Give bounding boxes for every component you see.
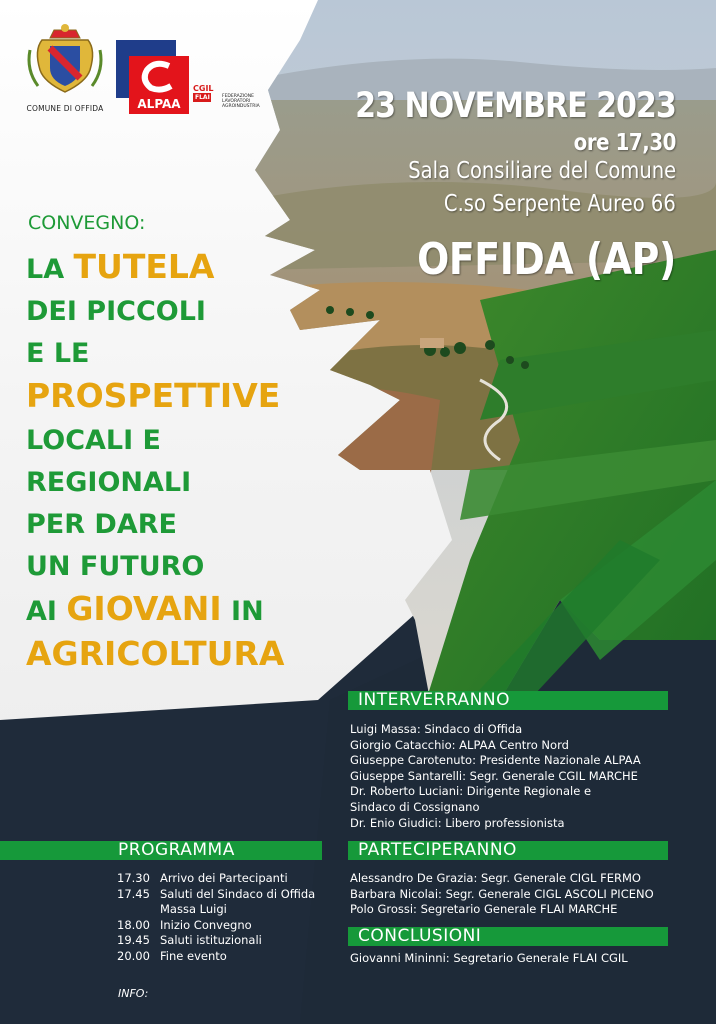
schedule-time: 19.45 xyxy=(117,933,150,948)
alpaa-text: ALPAA xyxy=(137,97,181,111)
parteciperanno-heading xyxy=(348,841,668,860)
title-line9-c: IN xyxy=(221,596,264,627)
list-item: Giuseppe Santarelli: Segr. Generale CGIL MARCHE xyxy=(350,768,638,783)
title-highlight-prospettive: PROSPETTIVE xyxy=(26,376,281,415)
title-line7: PER DARE xyxy=(26,509,177,540)
event-address: C.so Serpente Aureo 66 xyxy=(444,191,676,217)
list-item: Dr. Roberto Luciani: Dirigente Regionale e xyxy=(350,784,592,799)
list-item: Dr. Enio Giudici: Libero professionista xyxy=(350,815,565,830)
alpaa-mark-icon xyxy=(139,60,177,94)
event-venue: Sala Consiliare del Comune xyxy=(408,158,676,184)
schedule-row xyxy=(117,933,315,949)
convegno-label: CONVEGNO: xyxy=(28,212,146,234)
conference-title xyxy=(26,246,284,678)
event-time: ore 17,30 xyxy=(573,130,676,156)
title-highlight-giovani: GIOVANI xyxy=(66,589,222,628)
list-item: Luigi Massa: Sindaco di Offida xyxy=(350,722,523,736)
list-item: Alessandro De Grazia: Segr. Generale CIGL FERMO xyxy=(350,871,641,885)
cgil-text: CGIL xyxy=(193,84,214,93)
parteciperanno-list xyxy=(350,871,680,918)
parteciperanno-heading-text: PARTECIPERANNO xyxy=(358,840,517,860)
list-item: Polo Grossi: Segretario Generale FLAI MARCHE xyxy=(350,902,618,917)
title-line8: UN FUTURO xyxy=(26,551,205,582)
programma-heading xyxy=(0,841,322,860)
flai-text: FLAI xyxy=(195,94,210,101)
list-item: Giovanni Mininni: Segretario Generale FLAI CGIL xyxy=(350,951,628,965)
conclusioni-heading xyxy=(348,927,668,946)
schedule-text: Massa Luigi xyxy=(160,902,227,917)
list-item: Sindaco di Cossignano xyxy=(350,799,480,814)
schedule-text: Arrivo dei Partecipanti xyxy=(160,871,288,885)
list-item: Giuseppe Carotenuto: Presidente Nazionale ALPAA xyxy=(350,753,641,768)
interverranno-heading-text: INTERVERRANNO xyxy=(358,690,510,710)
schedule-time: 17.45 xyxy=(117,886,150,901)
schedule-time: 17.30 xyxy=(117,871,150,885)
conclusioni-list xyxy=(350,951,680,967)
schedule-time: 18.00 xyxy=(117,917,150,932)
schedule-text: Fine evento xyxy=(160,948,227,963)
comune-crest-icon xyxy=(24,20,106,98)
schedule-row xyxy=(117,949,315,965)
interverranno-list xyxy=(350,722,680,831)
schedule-row xyxy=(117,871,315,887)
event-date: 23 NOVEMBRE 2023 xyxy=(355,86,676,126)
flai-subtitle: FEDERAZIONE LAVORATORI AGROINDUSTRIA xyxy=(222,94,260,109)
programma-heading-text: PROGRAMMA xyxy=(118,840,235,860)
programma-schedule xyxy=(117,871,315,965)
conclusioni-heading-text: CONCLUSIONI xyxy=(358,926,482,946)
title-line6: REGIONALI xyxy=(26,467,192,498)
info-label: INFO: xyxy=(118,987,149,1000)
comune-caption: COMUNE DI OFFIDA xyxy=(26,104,104,113)
title-line3: E LE xyxy=(26,338,90,369)
schedule-text: Saluti del Sindaco di Offida xyxy=(160,886,316,901)
list-item: Giorgio Catacchio: ALPAA Centro Nord xyxy=(350,737,569,752)
schedule-text: Saluti istituzionali xyxy=(160,933,262,948)
title-line1-a: LA xyxy=(26,254,74,285)
title-line2: DEI PICCOLI xyxy=(26,296,206,327)
title-highlight-tutela: TUTELA xyxy=(73,247,215,286)
comune-logo xyxy=(24,20,106,113)
title-highlight-agricoltura: AGRICOLTURA xyxy=(26,634,285,673)
alpaa-logo xyxy=(129,56,189,114)
title-line5: LOCALI E xyxy=(26,425,161,456)
schedule-row xyxy=(117,902,315,918)
schedule-time xyxy=(117,902,160,918)
interverranno-heading xyxy=(348,691,668,710)
list-item: Barbara Nicolai: Segr. Generale CIGL ASCOLI PICENO xyxy=(350,886,654,901)
title-line9-a: AI xyxy=(26,596,67,627)
schedule-time: 20.00 xyxy=(117,948,150,963)
event-city: OFFIDA (AP) xyxy=(417,234,676,285)
schedule-text: Inizio Convegno xyxy=(160,917,252,932)
schedule-row xyxy=(117,918,315,934)
schedule-row xyxy=(117,887,315,903)
cgil-flai-logo xyxy=(193,84,215,112)
